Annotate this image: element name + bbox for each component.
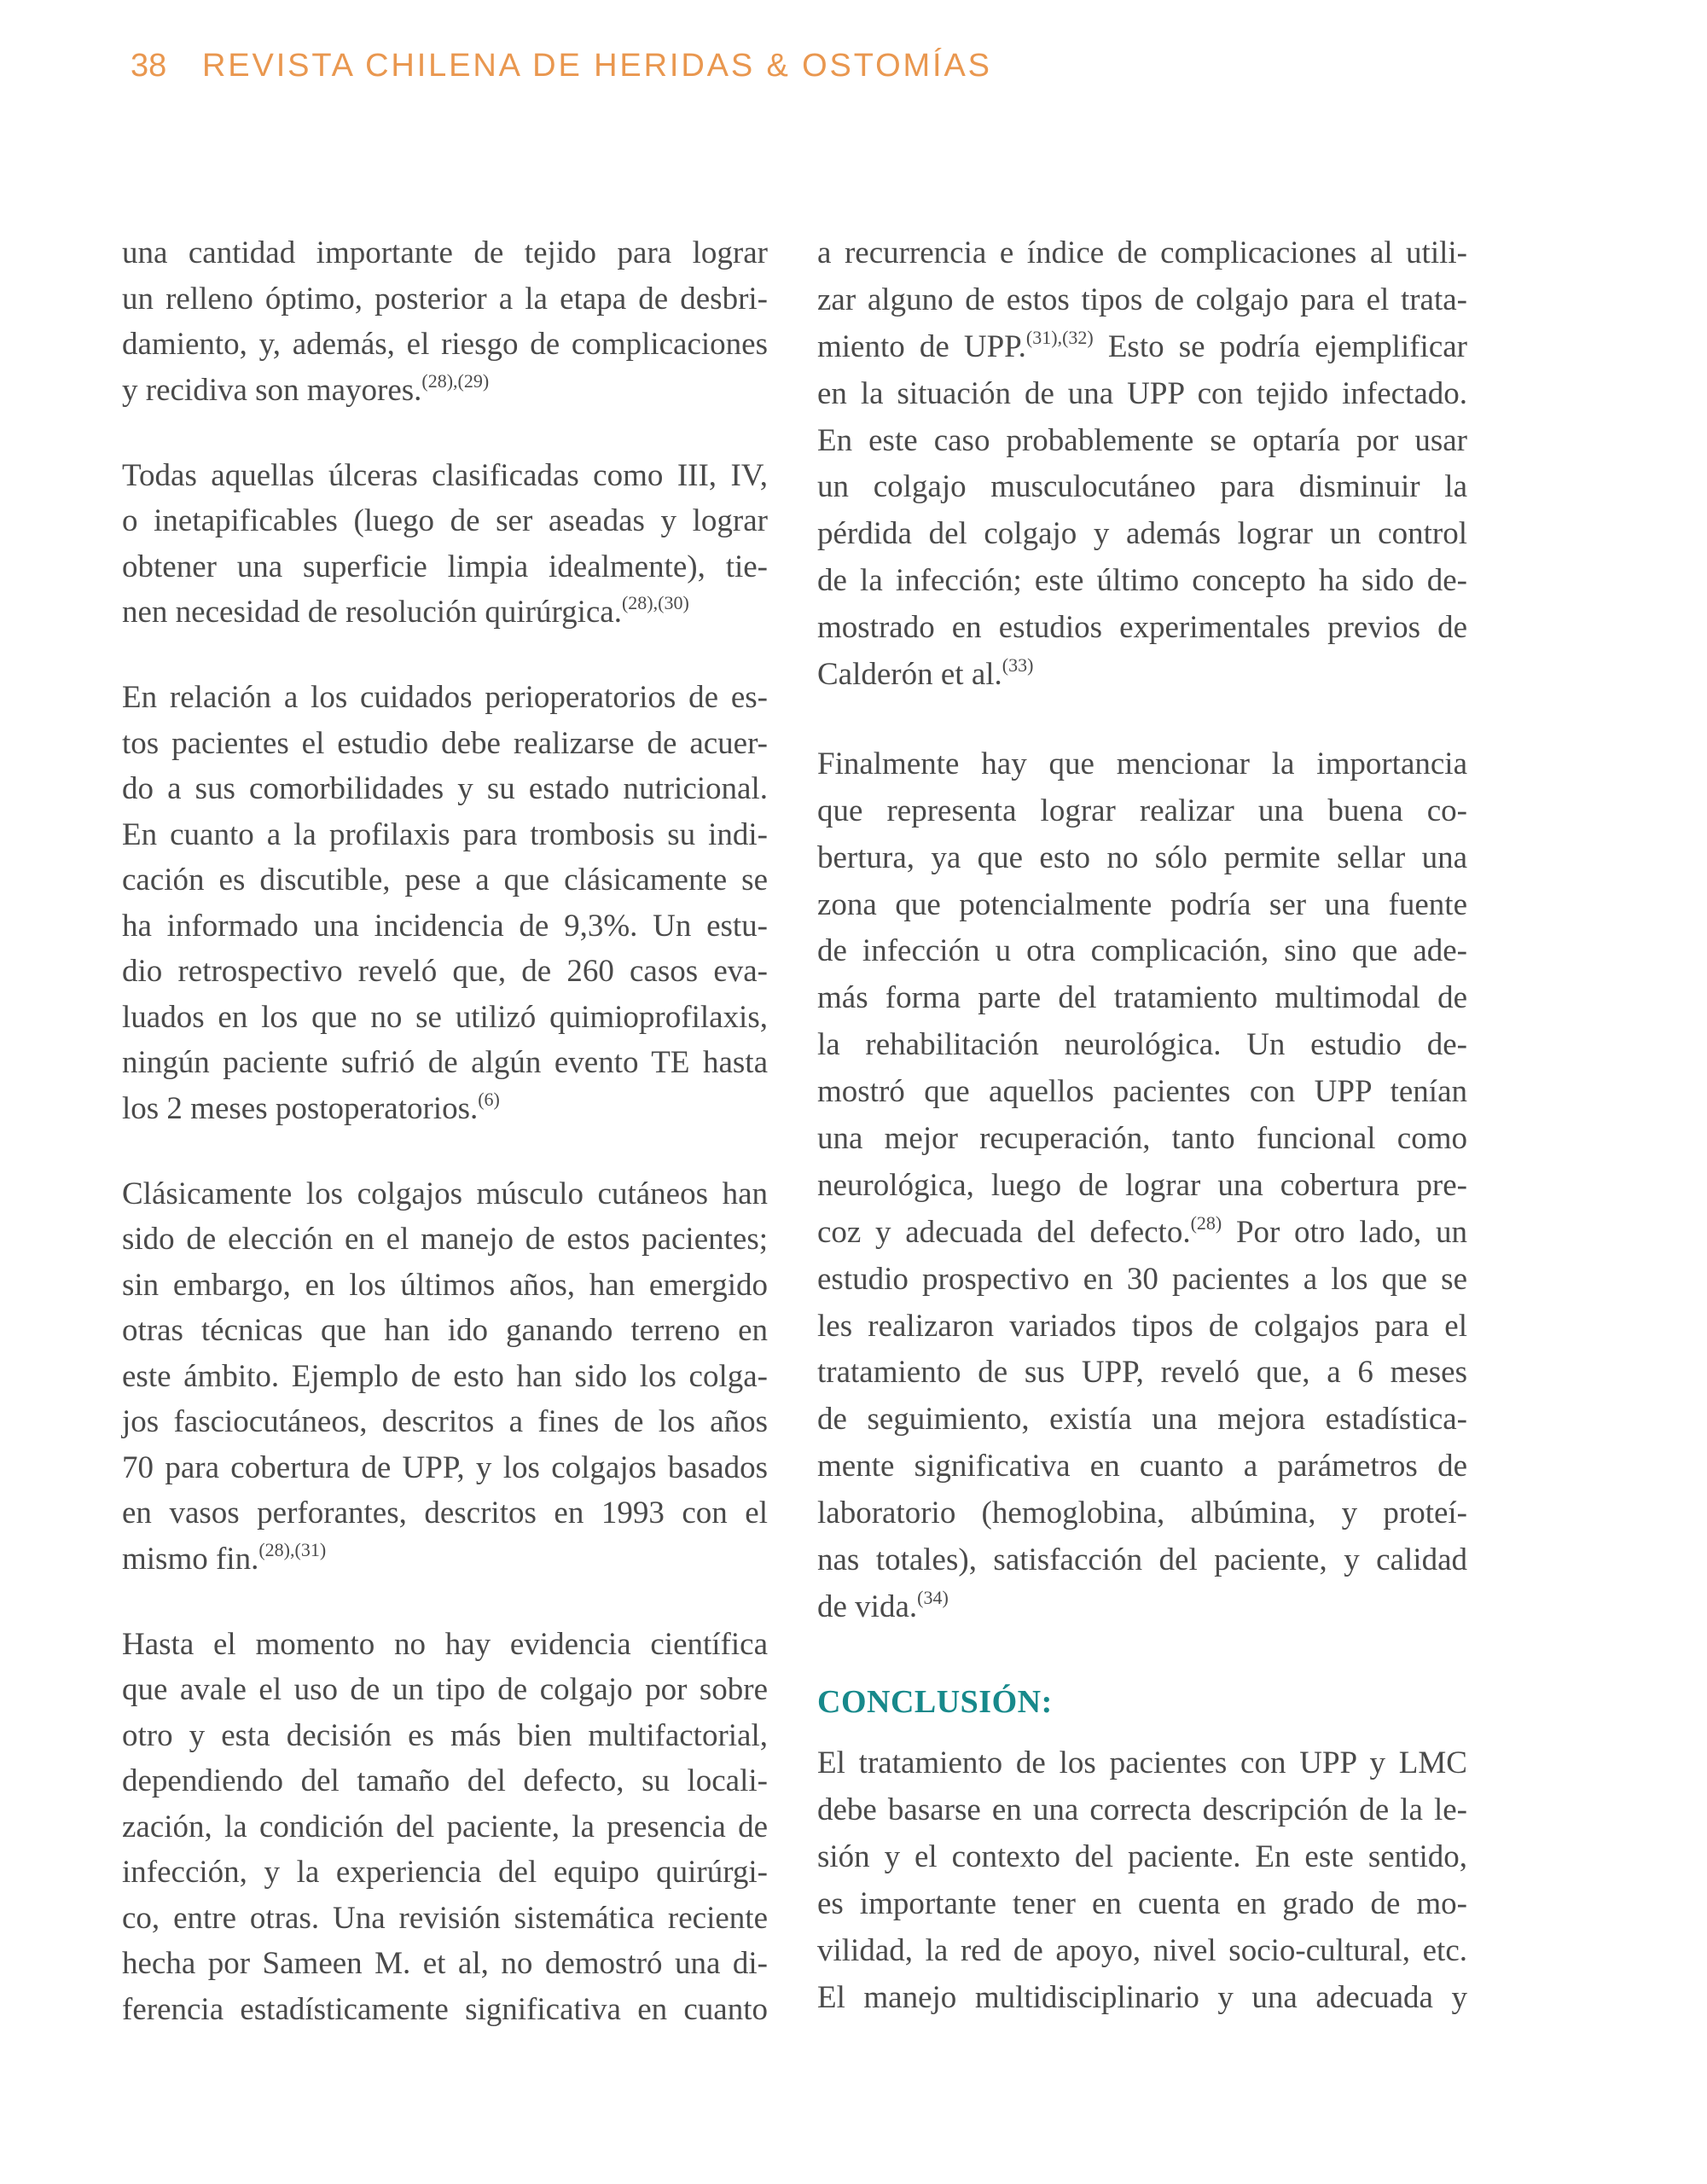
section-heading-conclusion: CONCLUSIÓN: [817,1683,1053,1720]
line-text: pérdida del colgajo y además lograr un control [817,516,1467,552]
text-line [817,882,1467,929]
line-content [122,766,768,812]
line-text: zación, la condición del paciente, la presencia de [122,1809,768,1844]
text-line [122,1622,768,1668]
paragraph [122,675,768,1131]
line-text: estudio prospectivo en 30 pacientes a los que se [817,1261,1467,1297]
text-line [817,1975,1467,2022]
paragraph [122,230,768,413]
line-content [122,453,768,499]
line-text: Todas aquellas úlceras clasificadas como III, IV, [122,457,768,493]
line-content [817,511,1467,558]
line-content [122,322,768,368]
line-content [817,1975,1467,2022]
text-line [122,1308,768,1354]
line-content [122,1040,768,1086]
citation-superscript: (6) [478,1088,500,1110]
line-text: de infección u otra complicación, sino que ade- [817,933,1467,969]
citation-superscript: (28),(31) [258,1538,327,1560]
line-text: dio retrospectivo reveló que, de 260 casos eva- [122,954,768,989]
line-text: nen necesidad de resolución quirúrgica. [122,595,622,630]
text-line [817,975,1467,1022]
line-content [817,371,1467,418]
line-content [122,1490,768,1536]
page-number: 38 [131,48,167,84]
text-line [122,1987,768,2033]
line-text: de seguimiento, existía una mejora estadística- [817,1402,1467,1438]
line-content [122,498,768,544]
text-line [817,788,1467,835]
line-text: tos pacientes el estudio debe realizarse de acuer- [122,725,768,761]
line-content [817,1397,1467,1443]
text-line [122,544,768,590]
line-text: a recurrencia e índice de complicaciones al utili- [817,235,1467,270]
line-text: laboratorio (hemoglobina, albúmina, y proteí- [817,1496,1467,1531]
text-line [122,1941,768,1987]
line-content [817,1257,1467,1304]
line-content [817,975,1467,1022]
text-line [122,368,768,414]
text-line [122,276,768,322]
text-line [122,675,768,721]
line-text: los 2 meses postoperatorios. [122,1090,479,1126]
line-text: una mejor recuperación, tanto funcional como [817,1121,1467,1157]
text-line [817,230,1467,277]
line-content [817,324,1467,371]
line-content [817,558,1467,605]
paragraph [817,1740,1467,2021]
line-text: les realizaron variados tipos de colgajos para el [817,1308,1467,1344]
line-text: otras técnicas que han ido ganando terreno en [122,1313,768,1348]
line-text: 70 para cobertura de UPP, y los colgajos basados [122,1449,768,1485]
line-content [817,230,1467,277]
line-content [817,418,1467,465]
line-content [817,1022,1467,1069]
left-column [122,230,768,2032]
paragraph [122,1171,768,1583]
text-line [122,1399,768,1445]
line-text: En cuanto a la profilaxis para trombosis su indi- [122,816,768,852]
text-line [122,812,768,858]
text-line [817,1881,1467,1928]
line-content [122,1445,768,1491]
citation-superscript: (28),(30) [621,592,689,613]
line-text: un relleno óptimo, posterior a la etapa de desbri- [122,281,768,317]
line-text: la rehabilitación neurológica. Un estudio de- [817,1027,1467,1063]
text-line [817,1210,1467,1257]
text-line [817,652,1467,699]
text-line [817,1490,1467,1537]
line-content [122,1758,768,1804]
line-content [817,1881,1467,1928]
text-line [122,1536,768,1583]
line-text: sión y el contexto del paciente. En este sentido, [817,1839,1467,1875]
line-content [122,1622,768,1668]
line-text: El tratamiento de los pacientes con UPP y LMC [817,1745,1467,1781]
line-text: En este caso probablemente se optaría por usar [817,422,1467,458]
text-line [817,277,1467,324]
line-content [817,1350,1467,1397]
line-text: o inetapificables (luego de ser aseadas y lograr [122,503,768,538]
line-content [122,276,768,322]
text-line [122,230,768,276]
text-line [122,1040,768,1086]
text-line [817,1834,1467,1881]
line-content [122,1713,768,1759]
text-line [122,1445,768,1491]
line-text: mente significativa en cuanto a parámetros de [817,1449,1467,1484]
text-line [122,1713,768,1759]
line-text: sin embargo, en los últimos años, han emergido [122,1267,768,1303]
text-line [817,511,1467,558]
text-line [122,1490,768,1536]
line-text: es importante tener en cuenta en grado de mo- [817,1886,1467,1921]
text-line [817,605,1467,652]
text-line [122,1758,768,1804]
line-content [122,721,768,767]
line-text: un colgajo musculocutáneo para disminuir la [817,469,1467,505]
line-content [817,835,1467,882]
line-text: nas totales), satisfacción del paciente, y calidad [817,1542,1467,1578]
line-text: mismo fin. [122,1541,259,1577]
line-content [817,277,1467,324]
text-line [817,1022,1467,1069]
line-text: ferencia estadísticamente significativa en cuanto [122,1991,768,2027]
line-content [122,1667,768,1713]
text-line [122,1850,768,1896]
text-line [817,1787,1467,1834]
line-content [122,1941,768,1987]
line-text: Finalmente hay que mencionar la importancia [817,746,1467,781]
line-text: zona que potencialmente podría ser una fuente [817,886,1467,922]
line-content [122,903,768,950]
line-content [817,1210,1467,1257]
line-text: mostró que aquellos pacientes con UPP tenían [817,1074,1467,1110]
line-content [817,1537,1467,1584]
line-text: y recidiva son mayores. [122,372,422,408]
text-line [122,322,768,368]
citation-superscript: (31),(32) [1025,326,1094,348]
line-content [122,544,768,590]
line-content [122,1308,768,1354]
line-text: mostrado en estudios experimentales previos de [817,610,1467,646]
line-text: zar alguno de estos tipos de colgajo para el trata- [817,282,1467,317]
line-content [122,1896,768,1942]
journal-title: REVISTA CHILENA DE HERIDAS & OSTOMÍAS [202,48,992,84]
line-text: hecha por Sameen M. et al, no demostró una di- [122,1946,768,1981]
line-text: do a sus comorbilidades y su estado nutricional. [122,771,768,806]
line-content [122,995,768,1041]
line-content [122,368,489,414]
line-content [817,652,1033,699]
line-content [817,1116,1467,1163]
line-text: ningún paciente sufrió de algún evento TE hasta [122,1045,768,1080]
line-text: infección, y la experiencia del equipo quirúrgi- [122,1855,768,1890]
citation-superscript: (28),(29) [421,369,490,392]
text-line [817,1397,1467,1443]
line-content [122,1086,500,1132]
line-text: de vida. [817,1589,918,1624]
line-content [817,741,1467,788]
line-content [817,1787,1467,1834]
line-content [817,1443,1467,1490]
text-line [817,558,1467,605]
line-content [817,1163,1467,1210]
line-text: luados en los que no se utilizó quimioprofilaxis, [122,999,768,1035]
line-content [817,1928,1467,1975]
line-text: este ámbito. Ejemplo de esto han sido los colga- [122,1358,768,1394]
line-text: Clásicamente los colgajos músculo cutáneos han [122,1176,768,1211]
line-text: El manejo multidisciplinario y una adecuada y [817,1979,1467,2015]
line-content [817,464,1467,511]
paragraph [817,741,1467,1631]
line-text: otro y esta decisión es más bien multifactorial, [122,1717,768,1753]
line-text: sido de elección en el manejo de estos pacientes; [122,1222,768,1257]
paragraph [122,453,768,636]
line-text: jos fasciocutáneos, descritos a fines de los años [122,1404,768,1439]
line-text: damiento, y, además, el riesgo de complicaciones [122,327,768,362]
text-line [817,1163,1467,1210]
line-text: ha informado una incidencia de 9,3%. Un estu- [122,908,768,944]
text-line [122,995,768,1041]
line-content [122,949,768,995]
line-text: En relación a los cuidados perioperatorios de es- [122,680,768,715]
text-line [122,1667,768,1713]
line-text: obtener una superficie limpia idealmente), tie- [122,549,768,584]
text-line [817,1584,1467,1631]
line-content [817,1069,1467,1116]
line-text: que representa lograr realizar una buena co- [817,793,1467,828]
line-text: dependiendo del tamaño del defecto, su locali- [122,1763,768,1798]
text-line [122,1086,768,1132]
text-line [122,590,768,636]
text-line [122,1171,768,1217]
line-content [122,1804,768,1850]
line-content [122,1217,768,1263]
line-content [122,1171,768,1217]
line-content [122,857,768,903]
line-content [817,788,1467,835]
text-line [817,1928,1467,1975]
line-text: en la situación de una UPP con tejido infectado. [817,375,1467,411]
line-text: vilidad, la red de apoyo, nivel socio-cultural, etc. [817,1932,1467,1968]
text-line [122,949,768,995]
text-line [817,928,1467,975]
line-text: en vasos perforantes, descritos en 1993 con el [122,1496,768,1531]
line-content [817,1584,949,1631]
line-text: tratamiento de sus UPP, reveló que, a 6 meses [817,1355,1467,1391]
text-line [122,1217,768,1263]
text-line [122,453,768,499]
line-text: bertura, ya que esto no sólo permite sellar una [817,839,1467,875]
line-content [817,1740,1467,1787]
text-line [817,835,1467,882]
text-line [122,766,768,812]
text-line [817,1116,1467,1163]
text-line [817,464,1467,511]
text-line [122,1804,768,1850]
line-content [122,812,768,858]
line-text: más forma parte del tratamiento multimodal de [817,980,1467,1016]
text-line [817,1740,1467,1787]
line-text: que avale el uso de un tipo de colgajo por sobre [122,1672,768,1707]
text-line [122,903,768,950]
line-content [122,1536,326,1583]
text-line [817,418,1467,465]
text-line [122,857,768,903]
line-text: de la infección; este último concepto ha sido de- [817,563,1467,599]
text-line [817,1443,1467,1490]
text-line [122,721,768,767]
line-content [817,1304,1467,1350]
line-text: cación es discutible, pese a que clásicamente se [122,863,768,897]
text-line [817,371,1467,418]
line-content [817,1490,1467,1537]
text-line [122,1354,768,1400]
line-text: Por otro lado, un [1222,1214,1467,1250]
line-content [817,1834,1467,1881]
line-content [122,1987,768,2033]
text-line [817,1069,1467,1116]
citation-superscript: (33) [1002,654,1034,677]
text-line [817,1537,1467,1584]
citation-superscript: (28) [1190,1211,1222,1234]
line-content [817,605,1467,652]
line-content [817,882,1467,929]
text-line [122,1896,768,1942]
line-text: Hasta el momento no hay evidencia científica [122,1626,768,1662]
line-text: debe basarse en una correcta descripción de la le- [817,1792,1467,1828]
paragraph [817,230,1467,699]
text-line [817,1304,1467,1350]
text-line [817,1257,1467,1304]
text-line [122,498,768,544]
text-line [817,741,1467,788]
line-content [122,230,768,276]
line-text: miento de UPP. [817,328,1026,364]
line-text: co, entre otras. Una revisión sistemática reciente [122,1900,768,1936]
line-text: Calderón et al. [817,657,1002,693]
line-content [122,675,768,721]
line-text: una cantidad importante de tejido para lograr [122,235,768,270]
paragraph [122,1622,768,2033]
text-line [817,324,1467,371]
line-text: coz y adecuada del defecto. [817,1214,1191,1250]
line-content [817,928,1467,975]
line-content [122,1354,768,1400]
line-content [122,1399,768,1445]
line-text: neurológica, luego de lograr una cobertura pre- [817,1167,1467,1203]
line-content [122,590,689,636]
right-column [817,230,1467,2022]
line-content [122,1263,768,1309]
line-text: Esto se podría ejemplificar [1093,328,1467,364]
text-line [122,1263,768,1309]
line-content [122,1850,768,1896]
citation-superscript: (34) [917,1586,949,1608]
text-line [817,1350,1467,1397]
